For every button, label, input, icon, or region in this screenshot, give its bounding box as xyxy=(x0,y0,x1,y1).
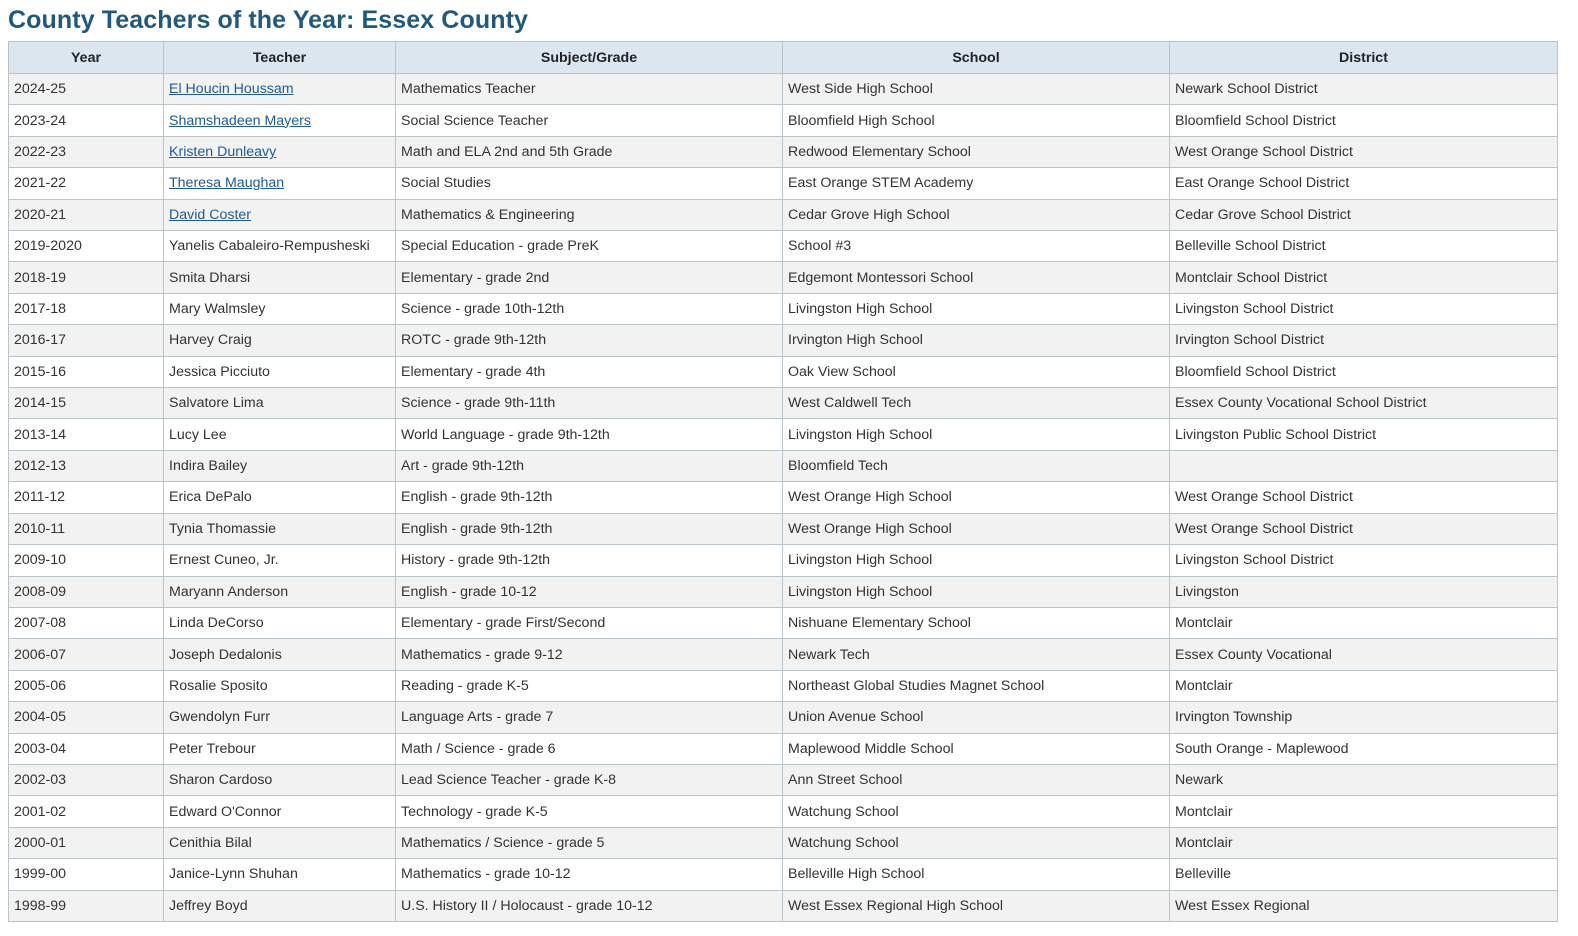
cell-teacher: Salvatore Lima xyxy=(164,388,396,419)
cell-district: West Orange School District xyxy=(1170,482,1558,513)
cell-teacher: Smita Dharsi xyxy=(164,262,396,293)
cell-subject: English - grade 9th-12th xyxy=(396,513,783,544)
cell-teacher xyxy=(164,74,396,105)
cell-district: Essex County Vocational xyxy=(1170,639,1558,670)
cell-school: West Side High School xyxy=(783,74,1170,105)
table-row xyxy=(9,859,1558,890)
cell-district: West Orange School District xyxy=(1170,136,1558,167)
cell-teacher xyxy=(164,168,396,199)
cell-district: Livingston School District xyxy=(1170,293,1558,324)
table-row xyxy=(9,262,1558,293)
cell-school: Watchung School xyxy=(783,796,1170,827)
cell-school: Cedar Grove High School xyxy=(783,199,1170,230)
table-body xyxy=(9,74,1558,922)
cell-subject: Elementary - grade 4th xyxy=(396,356,783,387)
column-header-subject: Subject/Grade xyxy=(396,42,783,74)
cell-school: Edgemont Montessori School xyxy=(783,262,1170,293)
cell-district: South Orange - Maplewood xyxy=(1170,733,1558,764)
cell-district: West Essex Regional xyxy=(1170,890,1558,921)
teacher-link[interactable]: Kristen Dunleavy xyxy=(169,144,277,161)
cell-teacher: Gwendolyn Furr xyxy=(164,702,396,733)
cell-teacher: Linda DeCorso xyxy=(164,607,396,638)
cell-year: 2000-01 xyxy=(9,827,164,858)
cell-school: Ann Street School xyxy=(783,764,1170,795)
cell-school: Livingston High School xyxy=(783,419,1170,450)
table-row xyxy=(9,670,1558,701)
table-row xyxy=(9,231,1558,262)
cell-year: 2004-05 xyxy=(9,702,164,733)
cell-teacher: Indira Bailey xyxy=(164,450,396,481)
cell-district: Livingston School District xyxy=(1170,545,1558,576)
cell-year: 2016-17 xyxy=(9,325,164,356)
cell-subject: Reading - grade K-5 xyxy=(396,670,783,701)
page-title: County Teachers of the Year: Essex County xyxy=(8,6,528,34)
cell-year: 2005-06 xyxy=(9,670,164,701)
cell-subject: English - grade 9th-12th xyxy=(396,482,783,513)
cell-teacher: Yanelis Cabaleiro-Rempusheski xyxy=(164,231,396,262)
cell-district: West Orange School District xyxy=(1170,513,1558,544)
cell-school: Nishuane Elementary School xyxy=(783,607,1170,638)
table-header xyxy=(9,42,1558,74)
cell-teacher: Rosalie Sposito xyxy=(164,670,396,701)
cell-year: 2010-11 xyxy=(9,513,164,544)
cell-teacher: Janice-Lynn Shuhan xyxy=(164,859,396,890)
cell-year: 1998-99 xyxy=(9,890,164,921)
table-row xyxy=(9,890,1558,921)
cell-school: Oak View School xyxy=(783,356,1170,387)
cell-district: Montclair xyxy=(1170,670,1558,701)
cell-subject: Mathematics Teacher xyxy=(396,74,783,105)
cell-district: Irvington School District xyxy=(1170,325,1558,356)
table-row xyxy=(9,764,1558,795)
cell-district: Livingston Public School District xyxy=(1170,419,1558,450)
cell-year: 1999-00 xyxy=(9,859,164,890)
cell-year: 2014-15 xyxy=(9,388,164,419)
cell-subject: History - grade 9th-12th xyxy=(396,545,783,576)
column-header-teacher: Teacher xyxy=(164,42,396,74)
cell-district: Essex County Vocational School District xyxy=(1170,388,1558,419)
cell-teacher: Lucy Lee xyxy=(164,419,396,450)
cell-subject: U.S. History II / Holocaust - grade 10-12 xyxy=(396,890,783,921)
table-row xyxy=(9,419,1558,450)
teacher-link[interactable]: Shamshadeen Mayers xyxy=(169,112,311,129)
cell-year: 2018-19 xyxy=(9,262,164,293)
table-row xyxy=(9,199,1558,230)
cell-subject: Social Science Teacher xyxy=(396,105,783,136)
cell-subject: Elementary - grade 2nd xyxy=(396,262,783,293)
cell-district: Irvington Township xyxy=(1170,702,1558,733)
cell-school: Union Avenue School xyxy=(783,702,1170,733)
cell-year: 2019-2020 xyxy=(9,231,164,262)
cell-subject: Elementary - grade First/Second xyxy=(396,607,783,638)
cell-teacher: Mary Walmsley xyxy=(164,293,396,324)
cell-school: West Orange High School xyxy=(783,513,1170,544)
table-row xyxy=(9,796,1558,827)
cell-district: Belleville School District xyxy=(1170,231,1558,262)
cell-school: Bloomfield High School xyxy=(783,105,1170,136)
cell-year: 2007-08 xyxy=(9,607,164,638)
cell-district: Montclair xyxy=(1170,827,1558,858)
cell-subject: World Language - grade 9th-12th xyxy=(396,419,783,450)
cell-district: Cedar Grove School District xyxy=(1170,199,1558,230)
table-row xyxy=(9,733,1558,764)
cell-school: School #3 xyxy=(783,231,1170,262)
teacher-link[interactable]: Theresa Maughan xyxy=(169,175,285,192)
cell-school: East Orange STEM Academy xyxy=(783,168,1170,199)
cell-subject: Science - grade 9th-11th xyxy=(396,388,783,419)
cell-school: Watchung School xyxy=(783,827,1170,858)
cell-school: Belleville High School xyxy=(783,859,1170,890)
cell-school: Livingston High School xyxy=(783,576,1170,607)
cell-district: Montclair xyxy=(1170,796,1558,827)
cell-year: 2022-23 xyxy=(9,136,164,167)
cell-teacher: Peter Trebour xyxy=(164,733,396,764)
cell-school: West Caldwell Tech xyxy=(783,388,1170,419)
cell-year: 2008-09 xyxy=(9,576,164,607)
cell-district: Livingston xyxy=(1170,576,1558,607)
cell-district: Montclair xyxy=(1170,607,1558,638)
table-row xyxy=(9,545,1558,576)
cell-teacher: Tynia Thomassie xyxy=(164,513,396,544)
cell-subject: Mathematics - grade 9-12 xyxy=(396,639,783,670)
cell-district: Newark xyxy=(1170,764,1558,795)
cell-teacher: Edward O'Connor xyxy=(164,796,396,827)
cell-district: Newark School District xyxy=(1170,74,1558,105)
cell-teacher: Erica DePalo xyxy=(164,482,396,513)
cell-year: 2015-16 xyxy=(9,356,164,387)
cell-school: Livingston High School xyxy=(783,545,1170,576)
teachers-table xyxy=(8,41,1558,922)
cell-subject: ROTC - grade 9th-12th xyxy=(396,325,783,356)
cell-year: 2020-21 xyxy=(9,199,164,230)
cell-subject: Mathematics & Engineering xyxy=(396,199,783,230)
table-row xyxy=(9,639,1558,670)
column-header-district: District xyxy=(1170,42,1558,74)
cell-year: 2002-03 xyxy=(9,764,164,795)
cell-year: 2012-13 xyxy=(9,450,164,481)
cell-school: Newark Tech xyxy=(783,639,1170,670)
cell-teacher xyxy=(164,136,396,167)
table-row xyxy=(9,74,1558,105)
cell-subject: Technology - grade K-5 xyxy=(396,796,783,827)
cell-teacher: Jessica Picciuto xyxy=(164,356,396,387)
cell-subject: Math and ELA 2nd and 5th Grade xyxy=(396,136,783,167)
cell-year: 2017-18 xyxy=(9,293,164,324)
cell-school: West Essex Regional High School xyxy=(783,890,1170,921)
cell-subject: Special Education - grade PreK xyxy=(396,231,783,262)
header-row xyxy=(9,42,1558,74)
cell-district: Montclair School District xyxy=(1170,262,1558,293)
cell-teacher: Ernest Cuneo, Jr. xyxy=(164,545,396,576)
table-row xyxy=(9,827,1558,858)
cell-school: Maplewood Middle School xyxy=(783,733,1170,764)
cell-subject: Science - grade 10th-12th xyxy=(396,293,783,324)
teacher-link[interactable]: El Houcin Houssam xyxy=(169,81,294,98)
cell-year: 2006-07 xyxy=(9,639,164,670)
table-row xyxy=(9,702,1558,733)
cell-subject: Language Arts - grade 7 xyxy=(396,702,783,733)
cell-year: 2024-25 xyxy=(9,74,164,105)
cell-year: 2021-22 xyxy=(9,168,164,199)
cell-subject: English - grade 10-12 xyxy=(396,576,783,607)
table-row xyxy=(9,105,1558,136)
column-header-school: School xyxy=(783,42,1170,74)
cell-school: Redwood Elementary School xyxy=(783,136,1170,167)
cell-subject: Mathematics - grade 10-12 xyxy=(396,859,783,890)
cell-subject: Art - grade 9th-12th xyxy=(396,450,783,481)
cell-teacher: Joseph Dedalonis xyxy=(164,639,396,670)
table-row xyxy=(9,388,1558,419)
cell-district: Bloomfield School District xyxy=(1170,356,1558,387)
table-row xyxy=(9,325,1558,356)
table-row xyxy=(9,513,1558,544)
cell-teacher xyxy=(164,199,396,230)
cell-year: 2011-12 xyxy=(9,482,164,513)
table-row xyxy=(9,136,1558,167)
teacher-link[interactable]: David Coster xyxy=(169,206,252,223)
column-header-year: Year xyxy=(9,42,164,74)
cell-school: Northeast Global Studies Magnet School xyxy=(783,670,1170,701)
cell-teacher xyxy=(164,105,396,136)
cell-school: Livingston High School xyxy=(783,293,1170,324)
table-row xyxy=(9,168,1558,199)
cell-year: 2003-04 xyxy=(9,733,164,764)
table-row xyxy=(9,482,1558,513)
cell-subject: Mathematics / Science - grade 5 xyxy=(396,827,783,858)
cell-school: Bloomfield Tech xyxy=(783,450,1170,481)
table-row xyxy=(9,607,1558,638)
cell-subject: Social Studies xyxy=(396,168,783,199)
cell-year: 2013-14 xyxy=(9,419,164,450)
cell-year: 2009-10 xyxy=(9,545,164,576)
table-row xyxy=(9,450,1558,481)
cell-teacher: Harvey Craig xyxy=(164,325,396,356)
cell-subject: Math / Science - grade 6 xyxy=(396,733,783,764)
cell-district: Bloomfield School District xyxy=(1170,105,1558,136)
table-row xyxy=(9,576,1558,607)
table-row xyxy=(9,356,1558,387)
cell-subject: Lead Science Teacher - grade K-8 xyxy=(396,764,783,795)
cell-district: East Orange School District xyxy=(1170,168,1558,199)
cell-school: West Orange High School xyxy=(783,482,1170,513)
cell-district: Belleville xyxy=(1170,859,1558,890)
cell-teacher: Maryann Anderson xyxy=(164,576,396,607)
cell-year: 2001-02 xyxy=(9,796,164,827)
cell-district xyxy=(1170,450,1558,481)
cell-teacher: Jeffrey Boyd xyxy=(164,890,396,921)
table-row xyxy=(9,293,1558,324)
cell-teacher: Sharon Cardoso xyxy=(164,764,396,795)
cell-school: Irvington High School xyxy=(783,325,1170,356)
cell-year: 2023-24 xyxy=(9,105,164,136)
cell-teacher: Cenithia Bilal xyxy=(164,827,396,858)
